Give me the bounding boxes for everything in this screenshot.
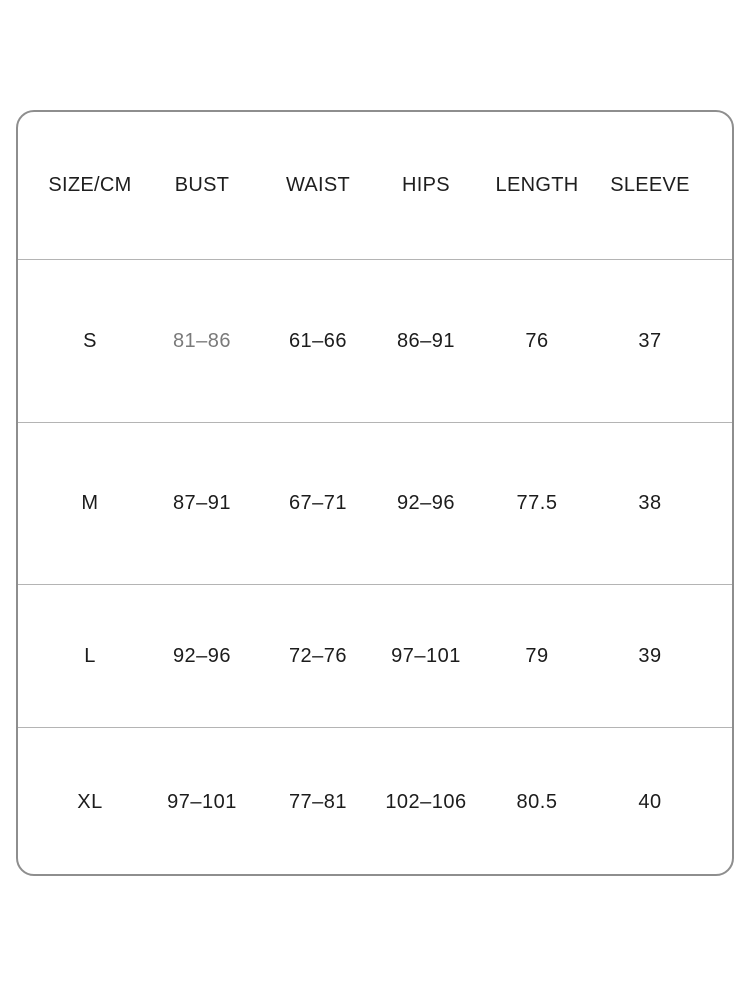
bust-cell: 97–101 [167, 790, 237, 813]
waist-cell: 67–71 [288, 492, 348, 514]
size-cell: XL [77, 790, 103, 813]
length-cell: 80.5 [516, 790, 558, 813]
size-chart-table [16, 110, 734, 876]
header-hips: HIPS [402, 174, 450, 196]
sleeve-cell: 40 [638, 790, 662, 813]
table-row-m [18, 423, 732, 585]
header-waist: WAIST [285, 174, 351, 196]
sleeve-cell: 39 [638, 644, 662, 667]
size-cell: L [84, 644, 96, 667]
bust-cell: 81–86 [172, 329, 232, 352]
length-cell: 77.5 [516, 492, 558, 514]
table-row-s [18, 260, 732, 423]
bust-cell: 92–96 [172, 644, 232, 667]
table-header-row [18, 112, 732, 260]
sleeve-cell: 38 [638, 492, 662, 514]
header-sleeve: SLEEVE [610, 174, 690, 196]
hips-cell: 102–106 [385, 790, 467, 813]
hips-cell: 97–101 [391, 644, 461, 667]
header-length: LENGTH [495, 174, 579, 196]
sleeve-cell: 37 [638, 329, 662, 352]
bust-cell: 87–91 [172, 492, 232, 514]
hips-cell: 86–91 [396, 329, 456, 352]
size-cell: S [83, 329, 97, 352]
waist-cell: 72–76 [288, 644, 348, 667]
waist-cell: 77–81 [288, 790, 348, 813]
size-cell: M [81, 492, 99, 514]
length-cell: 76 [525, 329, 549, 352]
table-row-xl [18, 728, 732, 876]
header-size-cm: SIZE/CM [48, 174, 132, 196]
table-row-l [18, 585, 732, 728]
header-bust: BUST [174, 174, 230, 196]
hips-cell: 92–96 [396, 492, 456, 514]
length-cell: 79 [525, 644, 549, 667]
waist-cell: 61–66 [288, 329, 348, 352]
